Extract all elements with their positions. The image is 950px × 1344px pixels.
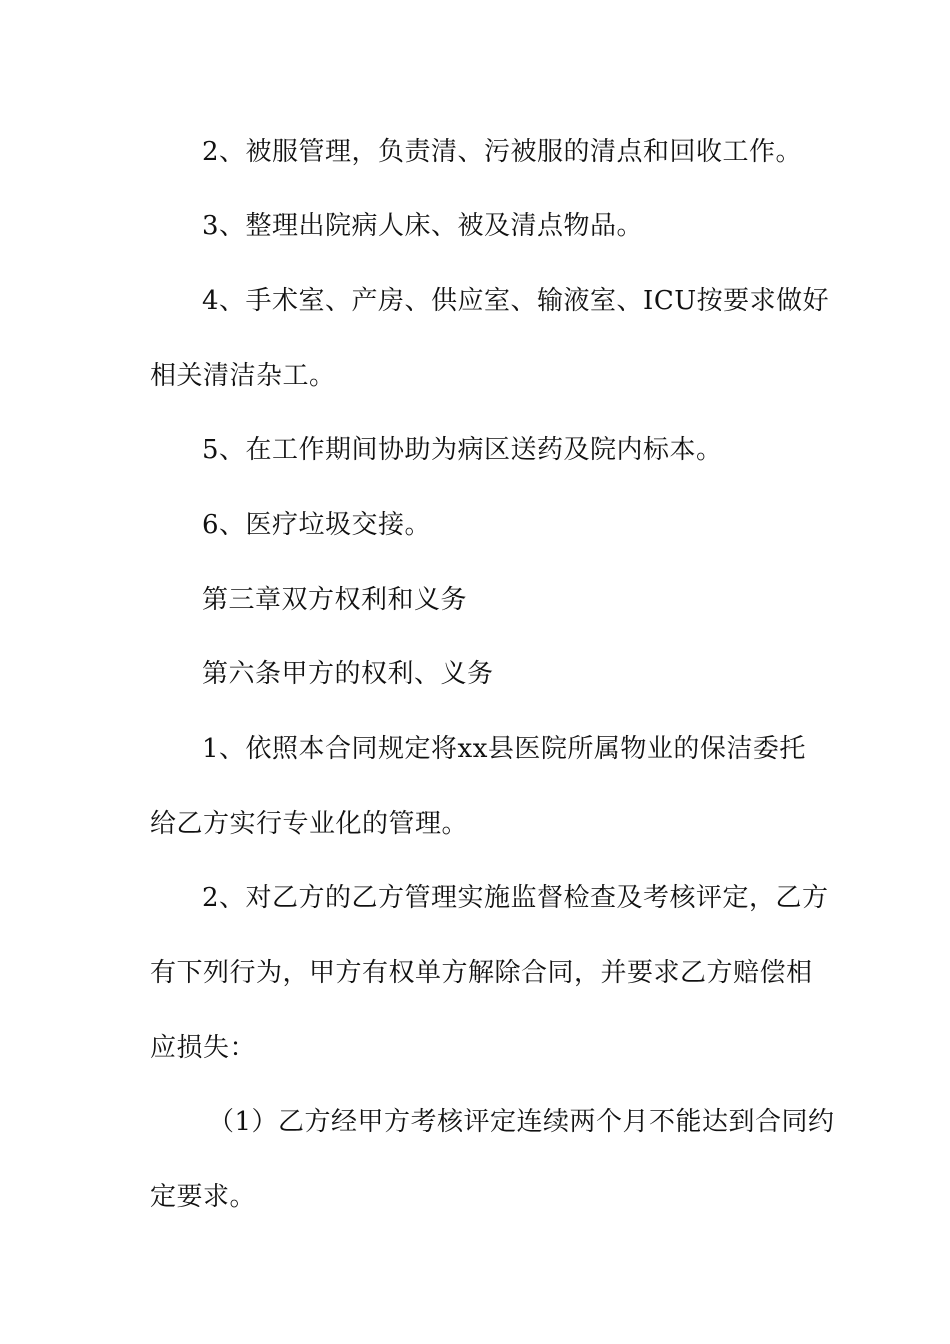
paragraph-line: 给乙方实行专业化的管理。 — [150, 809, 469, 839]
paragraph-line: 定要求。 — [150, 1182, 257, 1212]
paragraph-line: 6、医疗垃圾交接。 — [202, 510, 432, 540]
paragraph-line: 有下列行为，甲方有权单方解除合同，并要求乙方赔偿相 — [150, 958, 813, 988]
paragraph-line: 5、在工作期间协助为病区送药及院内标本。 — [202, 435, 723, 465]
chapter-heading: 第三章双方权利和义务 — [202, 585, 468, 615]
paragraph-line: 3、整理出院病人床、被及清点物品。 — [202, 211, 644, 241]
article-heading: 第六条甲方的权利、义务 — [202, 659, 494, 689]
paragraph-line: （1）乙方经甲方考核评定连续两个月不能达到合同约 — [208, 1107, 835, 1137]
paragraph-line: 应损失： — [150, 1033, 257, 1063]
paragraph-line: 2、对乙方的乙方管理实施监督检查及考核评定，乙方 — [202, 883, 829, 913]
paragraph-line: 相关清洁杂工。 — [150, 361, 336, 391]
paragraph-line: 4、手术室、产房、供应室、输液室、ICU按要求做好 — [202, 286, 830, 316]
paragraph-line: 2、被服管理，负责清、污被服的清点和回收工作。 — [202, 137, 803, 167]
paragraph-line: 1、依照本合同规定将xx县医院所属物业的保洁委托 — [202, 734, 806, 764]
